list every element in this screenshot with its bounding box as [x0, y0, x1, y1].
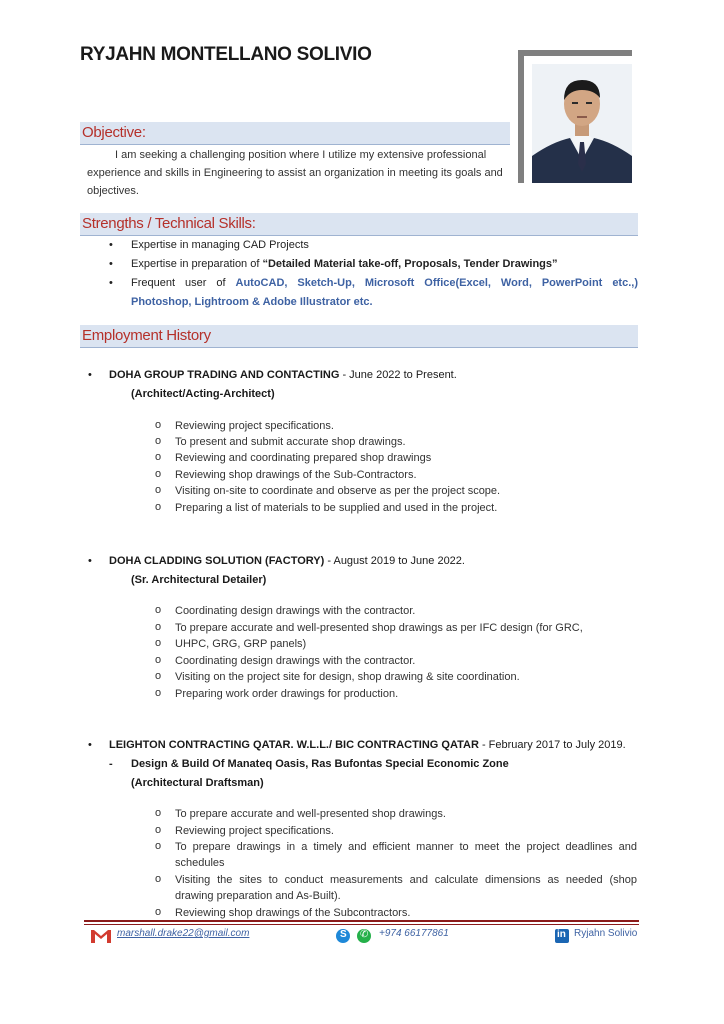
skype-icon: S	[336, 929, 350, 943]
skills-title: Strengths / Technical Skills:	[82, 215, 256, 232]
task-item: Reviewing project specifications.	[175, 420, 334, 432]
employment-title: Employment History	[82, 327, 211, 344]
job-role: (Sr. Architectural Detailer)	[131, 574, 267, 586]
whatsapp-icon: ✆	[357, 929, 371, 943]
task-item: Reviewing shop drawings of the Subcontractors.	[175, 907, 411, 919]
linkedin-link[interactable]: Ryjahn Solivio	[574, 928, 638, 939]
phone-number[interactable]: +974 66177861	[379, 928, 449, 939]
skills-list	[131, 236, 638, 312]
objective-title: Objective:	[82, 124, 146, 141]
task-item: Coordinating design drawings with the contractor.	[175, 605, 416, 617]
task-item: UHPC, GRG, GRP panels)	[175, 638, 307, 650]
frame-border-top	[518, 50, 632, 56]
profile-photo	[532, 64, 632, 183]
skill-item: • Expertise in preparation of “Detailed Material take-off, Proposals, Tender Drawings”	[131, 255, 638, 274]
task-item: Reviewing and coordinating prepared shop drawings	[175, 452, 432, 464]
job-project: Design & Build Of Manateq Oasis, Ras Bufontas Special Economic Zone	[131, 758, 509, 770]
job-role: (Architectural Draftsman)	[131, 777, 264, 789]
job-heading: • DOHA CLADDING SOLUTION (FACTORY) - August 2019 to June 2022.	[109, 555, 465, 567]
task-item: Visiting on-site to coordinate and observe as per the project scope.	[175, 485, 501, 497]
objective-text: I am seeking a challenging position where I utilize my extensive professional experience and skills in Engineering to assist an organization in meeting its goals and objectives.	[87, 149, 503, 197]
task-item: To present and submit accurate shop drawings.	[175, 436, 406, 448]
skill-item: • Expertise in managing CAD Projects	[131, 236, 638, 255]
candidate-name: RYJAHN MONTELLANO SOLIVIO	[80, 44, 372, 65]
task-item: Visiting the sites to conduct measurements and calculate dimensions as needed (shop drawing preparation and As-Built).	[175, 874, 637, 902]
task-item: To prepare accurate and well-presented shop drawings as per IFC design (for GRC,	[175, 622, 583, 634]
task-item: Coordinating design drawings with the contractor.	[175, 655, 416, 667]
task-item: Reviewing shop drawings of the Sub-Contractors.	[175, 469, 417, 481]
job-role: (Architect/Acting-Architect)	[131, 388, 275, 400]
job-heading: • LEIGHTON CONTRACTING QATAR. W.L.L./ BIC CONTRACTING QATAR - February 2017 to July 2019.	[109, 739, 626, 751]
skills-section-header	[80, 213, 638, 236]
footer-rule	[84, 920, 639, 922]
gmail-icon	[90, 928, 112, 949]
email-link[interactable]: marshall.drake22@gmail.com	[117, 928, 250, 939]
task-item: To prepare accurate and well-presented shop drawings.	[175, 808, 446, 820]
task-item: Preparing work order drawings for production.	[175, 688, 399, 700]
linkedin-icon: in	[555, 929, 569, 943]
task-item: Visiting on the project site for design, shop drawing & site coordination.	[175, 671, 520, 683]
task-item: Preparing a list of materials to be supplied and used in the project.	[175, 502, 498, 514]
employment-section-header	[80, 325, 638, 348]
task-item: To prepare drawings in a timely and efficient manner to meet the project deadlines and schedules	[175, 841, 637, 869]
job-heading: • DOHA GROUP TRADING AND CONTACTING - June 2022 to Present.	[109, 369, 457, 381]
objective-section-header	[80, 122, 510, 145]
skill-item: • Frequent user of AutoCAD, Sketch-Up, Microsoft Office(Excel, Word, PowerPoint etc.,) Photoshop, Lightroom & Adobe Illustrator etc.	[131, 274, 638, 312]
profile-photo-frame	[518, 50, 632, 183]
task-item: Reviewing project specifications.	[175, 825, 334, 837]
footer-rule-thin	[84, 924, 639, 925]
frame-border-left	[518, 50, 524, 183]
